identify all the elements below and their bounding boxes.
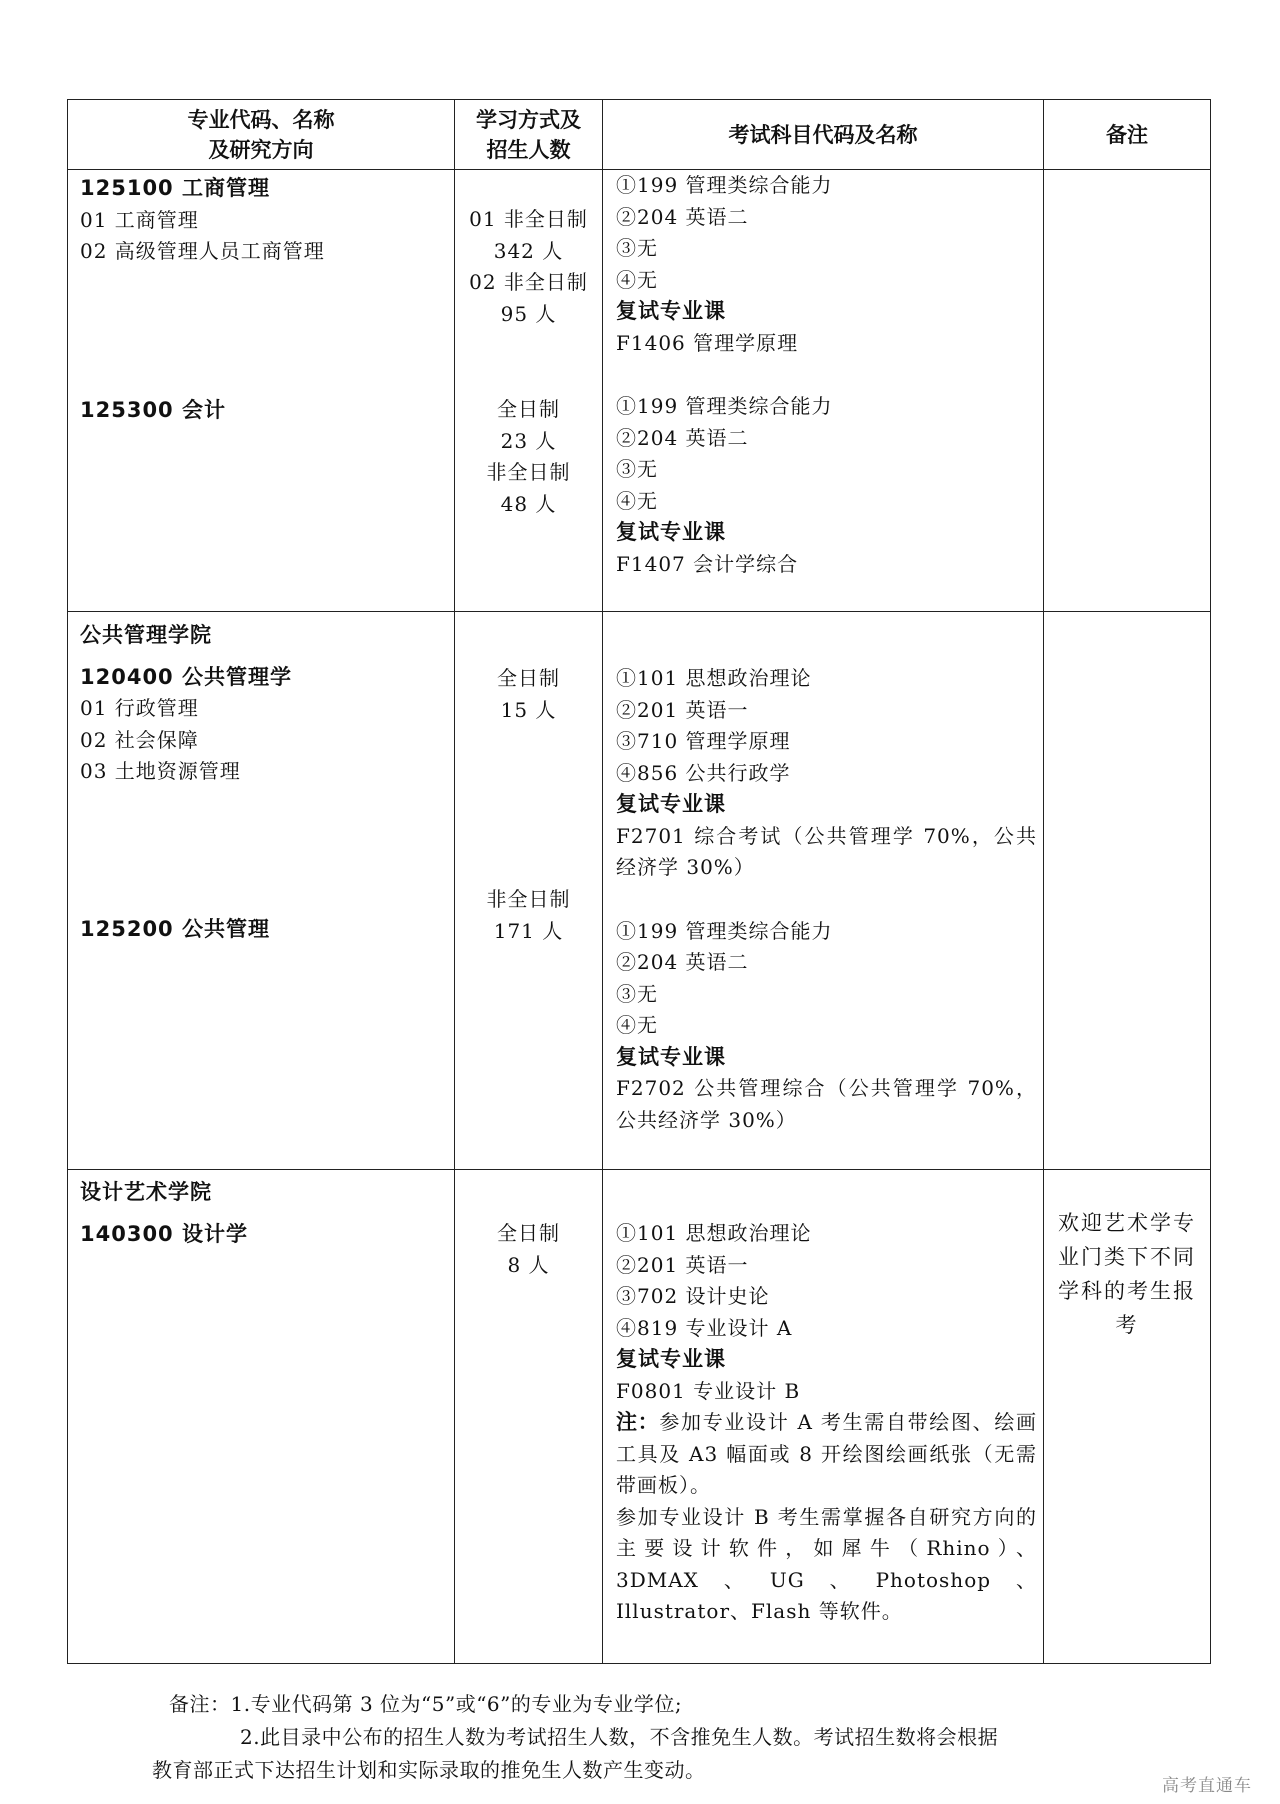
college-name: 公共管理学院 <box>80 623 212 647</box>
exam-subject: ②204 英语二 <box>616 425 749 450</box>
quota-line: 8 人 <box>507 1252 550 1277</box>
quota-line: 48 人 <box>500 491 557 516</box>
table-row <box>68 612 1211 1170</box>
quota-line: 23 人 <box>500 428 557 453</box>
quota-line: 15 人 <box>500 697 557 722</box>
exam-subject: ②201 英语一 <box>616 1252 749 1277</box>
note-text-2: 参加专业设计 B 考生需掌握各自研究方向的主要设计软件，如犀牛（Rhino）、3DMAX、UG、Photoshop、Illustrator、Flash 等软件。 <box>616 1504 1037 1623</box>
footer-line-2: 2.此目录中公布的招生人数为考试招生人数，不含推免生人数。考试招生数将会根据 <box>240 1725 999 1749</box>
study-mode-line: 01 非全日制 <box>469 207 588 231</box>
study-mode-line: 非全日制 <box>486 460 571 484</box>
remark-cell <box>1044 1170 1211 1664</box>
exam-subject: ④无 <box>616 1013 658 1037</box>
table-row <box>68 1170 1211 1664</box>
exam-subject: ②201 英语一 <box>616 697 749 722</box>
quota-line: 342 人 <box>493 238 564 263</box>
exam-subject: ①199 管理类综合能力 <box>616 173 833 197</box>
direction-item: 01 行政管理 <box>80 696 199 720</box>
exam-subject: ④无 <box>616 267 658 292</box>
enrollment-catalog-table <box>67 99 1211 1664</box>
exam-subject: ②204 英语二 <box>616 204 749 229</box>
exam-subject: ④819 专业设计 A <box>616 1315 793 1340</box>
exam-subject: ①199 管理类综合能力 <box>616 918 833 943</box>
exam-subject: ①101 思想政治理论 <box>616 666 812 690</box>
direction-item: 02 社会保障 <box>80 727 199 752</box>
exam-subjects-cell <box>603 1170 1044 1664</box>
exam-subject: ③无 <box>616 981 658 1006</box>
major-cell <box>68 1170 455 1664</box>
study-mode-line: 全日制 <box>497 397 560 421</box>
study-mode-line: 非全日制 <box>486 887 571 911</box>
retest-course: F2701 综合考试（公共管理学 70%，公共经济学 30%） <box>616 823 1037 879</box>
exam-subjects-cell <box>603 612 1044 1170</box>
header-major-line-2: 及研究方向 <box>208 137 314 162</box>
study-mode-line: 全日制 <box>497 666 560 690</box>
study-mode-cell <box>455 1170 603 1664</box>
note-text-1: 参加专业设计 A 考生需自带绘图、绘画工具及 A3 幅面或 8 开绘图绘画纸张（无需带画板）。 <box>616 1410 1037 1497</box>
major-cell <box>68 170 455 612</box>
remark-cell <box>1044 170 1211 612</box>
quota-line: 95 人 <box>500 301 557 326</box>
retest-course: F1407 会计学综合 <box>616 551 799 576</box>
study-mode-line: 全日制 <box>497 1221 560 1245</box>
retest-course: F1406 管理学原理 <box>616 330 799 355</box>
exam-subject: ①101 思想政治理论 <box>616 1221 812 1245</box>
table-header-row <box>68 100 1211 170</box>
header-remarks: 备注 <box>1044 100 1211 170</box>
footer-line-3: 教育部正式下达招生计划和实际录取的推免生人数产生变动。 <box>152 1758 706 1782</box>
exam-subject: ③702 设计史论 <box>616 1284 770 1308</box>
exam-subject: ③710 管理学原理 <box>616 729 791 753</box>
exam-subject: ④无 <box>616 488 658 513</box>
retest-label: 复试专业课 <box>616 520 726 544</box>
retest-label: 复试专业课 <box>616 299 726 323</box>
major-cell <box>68 612 455 1170</box>
table-row <box>68 170 1211 612</box>
exam-subject: ③无 <box>616 236 658 260</box>
major-code-name: 120400 公共管理学 <box>80 664 292 689</box>
remark-text: 欢迎艺术学专业门类下不同学科的考生报考 <box>1058 1211 1196 1337</box>
retest-course: F0801 专业设计 B <box>616 1378 801 1403</box>
retest-label: 复试专业课 <box>616 792 726 816</box>
direction-item: 01 工商管理 <box>80 207 199 232</box>
major-code-name: 140300 设计学 <box>80 1221 248 1246</box>
major-code-name: 125200 公共管理 <box>80 916 270 941</box>
study-mode-cell <box>455 612 603 1170</box>
exam-subject: ①199 管理类综合能力 <box>616 394 833 418</box>
footer-line-1: 备注：1.专业代码第 3 位为“5”或“6”的专业为专业学位; <box>169 1692 683 1716</box>
major-code-name: 125300 会计 <box>80 397 226 422</box>
header-study-line-1: 学习方式及 <box>476 107 581 132</box>
note-label: 注： <box>616 1410 660 1434</box>
exam-subject: ③无 <box>616 457 658 481</box>
header-study-mode <box>455 100 603 170</box>
retest-label: 复试专业课 <box>616 1044 726 1069</box>
footer-notes <box>152 1688 999 1787</box>
direction-item: 03 土地资源管理 <box>80 759 241 783</box>
quota-line: 171 人 <box>493 918 564 943</box>
exam-note <box>616 1407 1037 1502</box>
college-name: 设计艺术学院 <box>80 1180 212 1204</box>
header-exam-subjects: 考试科目代码及名称 <box>603 100 1044 170</box>
header-study-line-2: 招生人数 <box>486 137 571 162</box>
direction-item: 02 高级管理人员工商管理 <box>80 239 325 263</box>
study-mode-cell <box>455 170 603 612</box>
header-major-code-name <box>68 100 455 170</box>
header-major-line-1: 专业代码、名称 <box>187 107 335 132</box>
remark-cell <box>1044 612 1211 1170</box>
exam-subject: ②204 英语二 <box>616 950 749 974</box>
exam-subject: ④856 公共行政学 <box>616 760 791 785</box>
retest-course: F2702 公共管理综合（公共管理学 70%，公共经济学 30%） <box>616 1076 1037 1132</box>
major-code-name: 125100 工商管理 <box>80 176 270 200</box>
watermark-text: 高考直通车 <box>1162 1776 1252 1796</box>
exam-subjects-cell <box>603 170 1044 612</box>
retest-label: 复试专业课 <box>616 1347 726 1371</box>
study-mode-line: 02 非全日制 <box>469 270 588 294</box>
